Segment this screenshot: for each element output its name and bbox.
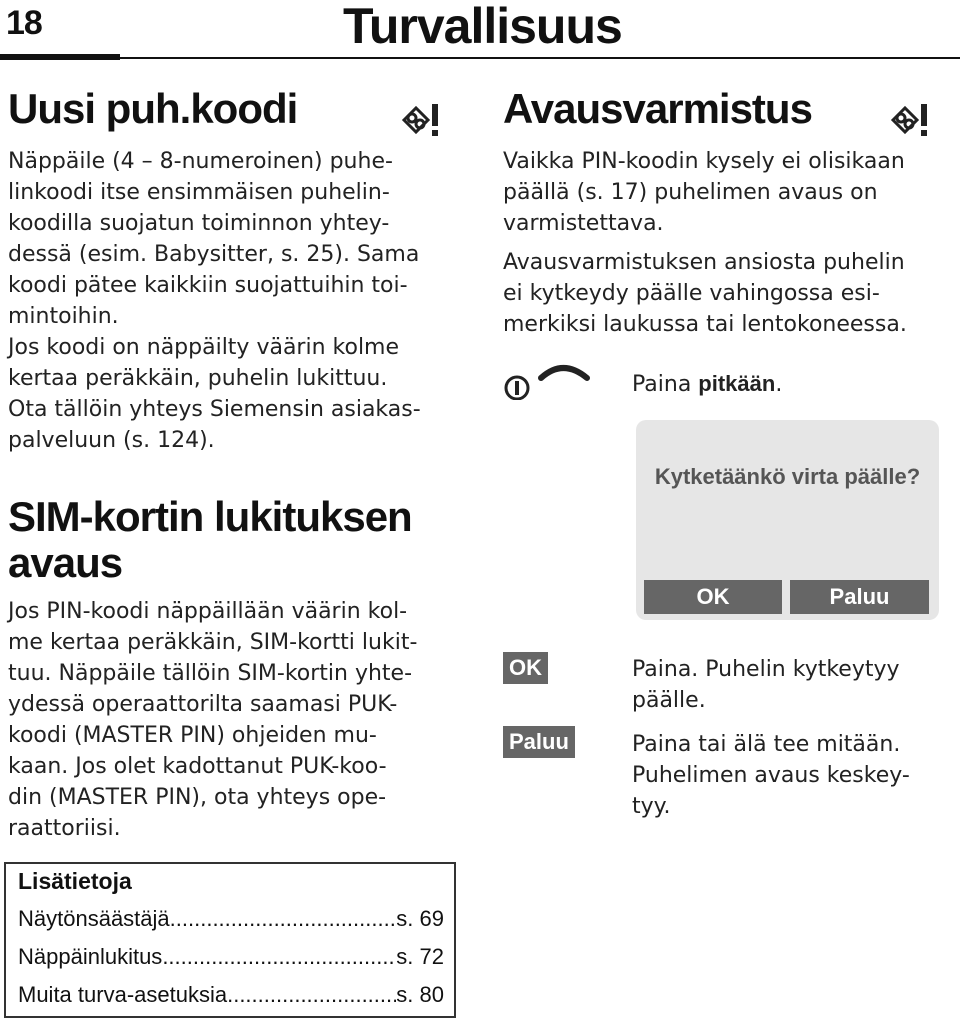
info-item-label: Näytönsäästäjä: [18, 906, 170, 931]
info-item-label: Muita turva-asetuksia: [18, 982, 228, 1007]
text-line: Paina tai älä tee mitään.: [632, 732, 901, 757]
section-heading-sim-unlock: [8, 494, 458, 586]
info-item-label: Näppäinlukitus: [18, 944, 163, 969]
text-line: Puhelimen avaus keskey-: [632, 763, 910, 788]
section-heading-new-code: [8, 86, 458, 142]
phone-display: [636, 420, 939, 620]
text-line: Avausvarmistuksen ansiosta puhelin: [503, 250, 905, 275]
text-line: ei kytkeydy päälle vahingossa esi-: [503, 281, 880, 306]
section-title: Uusi puh.koodi: [8, 85, 298, 132]
back-key-label: Paluu: [503, 726, 575, 758]
text-segment: .: [775, 372, 783, 397]
text-line: me kertaa peräkkäin, SIM-kortti lukit-: [8, 630, 418, 655]
info-box-title: Lisätietoja: [18, 868, 132, 894]
chapter-title: Turvallisuus: [343, 0, 622, 54]
text-line: koodi pätee kaikkiin suojattuihin toi-: [8, 273, 408, 298]
text-line: raattoriisi.: [8, 816, 121, 841]
more-info-box: [4, 862, 456, 1018]
power-end-key-icon: [503, 360, 593, 400]
info-item-ref: s. 69: [396, 906, 444, 931]
lock-alert-icon: [885, 98, 931, 140]
emphasis-text: pitkään: [698, 371, 776, 396]
text-line: kertaa peräkkäin, puhelin lukittuu.: [8, 366, 388, 391]
page-number: 18: [6, 4, 42, 42]
sim-unlock-text: [8, 596, 458, 844]
text-line: Jos PIN-koodi näppäillään väärin kol-: [8, 599, 408, 624]
text-line: koodilla suojatun toiminnon yhtey-: [8, 211, 390, 236]
text-line: Näppäile (4 – 8-numeroinen) puhe-: [8, 149, 393, 174]
info-item: [18, 944, 444, 970]
display-back-softkey[interactable]: Paluu: [790, 580, 929, 614]
leader-dots: [162, 944, 396, 970]
text-line: Vaikka PIN-koodin kysely ei olisikaan: [503, 149, 905, 174]
text-line: tyy.: [632, 794, 671, 819]
text-line: ydessä operaattorilta saamasi PUK-: [8, 692, 398, 717]
leader-dots: [227, 982, 396, 1008]
lock-alert-icon: [396, 98, 442, 140]
text-line: Jos koodi on näppäilty väärin kolme: [8, 335, 400, 360]
text-line: Paina. Puhelin kytkeytyy: [632, 657, 900, 682]
step-back-text: [632, 729, 952, 822]
text-line: palveluun (s. 124).: [8, 428, 215, 453]
text-line: tuu. Näppäile tällöin SIM-kortin yhte-: [8, 661, 413, 686]
text-line: mintoihin.: [8, 304, 119, 329]
info-item: [18, 906, 444, 932]
text-line: dessä (esim. Babysitter, s. 25). Sama: [8, 242, 420, 267]
header-rule: [0, 57, 960, 59]
section-title-line: SIM-kortin lukituksen: [8, 493, 412, 540]
section-title-line: avaus: [8, 539, 123, 586]
step-power-text: [632, 368, 952, 400]
info-item-ref: s. 80: [396, 982, 444, 1007]
text-line: merkiksi laukussa tai lentokoneessa.: [503, 312, 907, 337]
display-ok-softkey[interactable]: OK: [644, 580, 782, 614]
info-item-ref: s. 72: [396, 944, 444, 969]
section-title: Avausvarmistus: [503, 85, 812, 132]
text-line: kaan. Jos olet kadottanut PUK-koo-: [8, 754, 387, 779]
new-code-text: [8, 146, 458, 456]
power-on-confirm-text: [503, 146, 953, 340]
right-column: [503, 85, 953, 819]
text-line: din (MASTER PIN), ota yhteys ope-: [8, 785, 387, 810]
display-question: Kytketäänkö virta päälle?: [654, 464, 921, 489]
text-line: päälle.: [632, 688, 706, 713]
text-line: varmistettava.: [503, 211, 664, 236]
section-heading-power-on-confirm: [503, 86, 953, 142]
ok-key-label: OK: [503, 652, 548, 684]
leader-dots: [170, 906, 397, 932]
step-ok-text: [632, 654, 952, 716]
text-line: koodi (MASTER PIN) ohjeiden mu-: [8, 723, 377, 748]
info-item: [18, 982, 444, 1008]
left-column: [8, 85, 458, 841]
text-line: Ota tällöin yhteys Siemensin asiakas-: [8, 397, 421, 422]
text-line: päällä (s. 17) puhelimen avaus on: [503, 180, 878, 205]
text-segment: Paina: [632, 372, 699, 397]
text-line: linkoodi itse ensimmäisen puhelin-: [8, 180, 390, 205]
